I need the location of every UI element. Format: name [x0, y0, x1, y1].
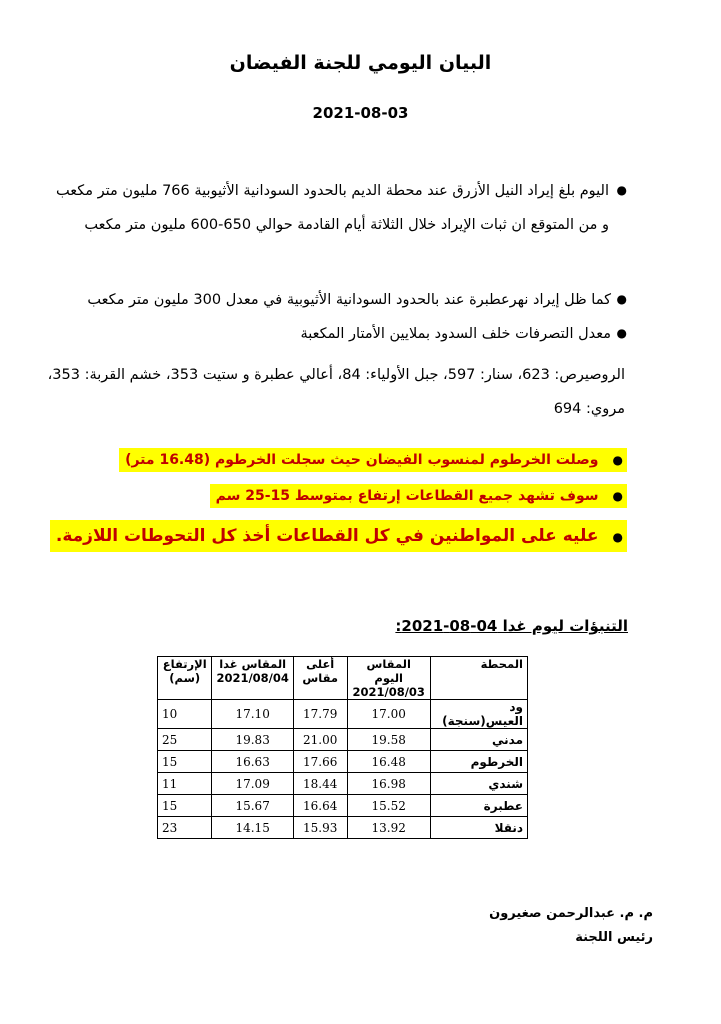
alert-text: سوف تشهد جميع القطاعات إرتفاع بمتوسط 15-25 سم: [215, 488, 599, 504]
table-row: [158, 817, 528, 839]
header-tomorrow-label: المقاس غدا: [219, 657, 287, 671]
cell-station: ود العيس(سنجة): [430, 700, 527, 729]
paragraph-atbara: كما ظل إيراد نهرعطبرة عند بالحدود السودانية الأثيوبية في معدل 300 مليون متر مكعب: [87, 292, 611, 308]
cell-today: 16.98: [347, 773, 430, 795]
cell-station: مدني: [430, 729, 527, 751]
table-row: [158, 751, 528, 773]
signature-role: رئيس اللجنة: [575, 930, 653, 945]
cell-tomorrow: 14.15: [212, 817, 293, 839]
bullet-icon: ●: [612, 453, 623, 467]
signature-name: م. م. عبدالرحمن صغيرون: [489, 906, 653, 921]
table-row: [158, 773, 528, 795]
report-date: 2021-08-03: [312, 104, 409, 122]
cell-max: 21.00: [293, 729, 347, 751]
cell-rise: 23: [158, 817, 212, 839]
header-max: [293, 657, 347, 700]
paragraph-dam-values: الروصيرص: 623، سنار: 597، جبل الأولياء: 84، أعالي عطبرة و ستيت 353، خشم القربة: 353، مروي: 694: [47, 367, 625, 417]
cell-rise: 11: [158, 773, 212, 795]
cell-tomorrow: 17.09: [212, 773, 293, 795]
cell-max: 18.44: [293, 773, 347, 795]
cell-today: 17.00: [347, 700, 430, 729]
cell-station: الخرطوم: [430, 751, 527, 773]
cell-max: 17.66: [293, 751, 347, 773]
table-row: [158, 795, 528, 817]
cell-rise: 15: [158, 795, 212, 817]
table-row: [158, 700, 528, 729]
header-today-date: 2021/08/03: [352, 685, 425, 699]
alert-rise-average: [210, 484, 627, 508]
cell-max: 15.93: [293, 817, 347, 839]
header-tomorrow: [212, 657, 293, 700]
header-station: [430, 657, 527, 700]
cell-today: 13.92: [347, 817, 430, 839]
header-max-label: أعلى مقاس: [302, 657, 338, 685]
cell-rise: 10: [158, 700, 212, 729]
header-station-label: المحطة: [480, 657, 523, 671]
cell-station: شندي: [430, 773, 527, 795]
cell-station: عطبرة: [430, 795, 527, 817]
cell-tomorrow: 16.63: [212, 751, 293, 773]
bullet-icon: ●: [616, 326, 627, 340]
alert-text: عليه على المواطنين في كل القطاعات أخذ كل التحوطات اللازمة.: [55, 526, 599, 546]
paragraph-blue-nile: اليوم بلغ إيراد النيل الأزرق عند محطة الديم بالحدود السودانية الأثيوبية 766 مليون متر مكعب و من المتوقع ان ثبات الإيراد خلال الثلاثة أيام القادمة حوالي 650-600 مليون متر مكعب: [56, 183, 609, 233]
cell-tomorrow: 17.10: [212, 700, 293, 729]
header-rise: [158, 657, 212, 700]
table-row: [158, 729, 528, 751]
bullet-icon: ●: [612, 489, 623, 503]
paragraph-dam-discharge: معدل التصرفات خلف السدود بملايين الأمتار المكعبة: [300, 326, 611, 342]
cell-max: 17.79: [293, 700, 347, 729]
header-rise-label: الإرتفاع: [162, 657, 207, 671]
table-header-row: [158, 657, 528, 700]
header-today: [347, 657, 430, 700]
cell-tomorrow: 19.83: [212, 729, 293, 751]
header-rise-unit: (سم): [169, 671, 201, 685]
header-tomorrow-date: 2021/08/04: [216, 671, 289, 685]
bullet-icon: ●: [616, 183, 627, 197]
alert-khartoum-flood: [119, 448, 627, 472]
forecast-table: [157, 656, 528, 839]
cell-station: دنقلا: [430, 817, 527, 839]
cell-rise: 15: [158, 751, 212, 773]
cell-max: 16.64: [293, 795, 347, 817]
cell-tomorrow: 15.67: [212, 795, 293, 817]
bullet-icon: ●: [616, 292, 627, 306]
header-today-label: المقاس اليوم: [366, 657, 411, 685]
cell-today: 19.58: [347, 729, 430, 751]
cell-today: 15.52: [347, 795, 430, 817]
forecast-title: التنبؤات ليوم غدا 04-08-2021:: [395, 617, 628, 635]
cell-today: 16.48: [347, 751, 430, 773]
alert-citizens-precautions: [50, 520, 627, 552]
bullet-icon: ●: [612, 530, 623, 544]
alert-text: وصلت الخرطوم لمنسوب الفيضان حيث سجلت الخرطوم (16.48 متر): [125, 452, 599, 468]
page-title: البيان اليومي للجنة الفيضان: [229, 52, 492, 74]
cell-rise: 25: [158, 729, 212, 751]
